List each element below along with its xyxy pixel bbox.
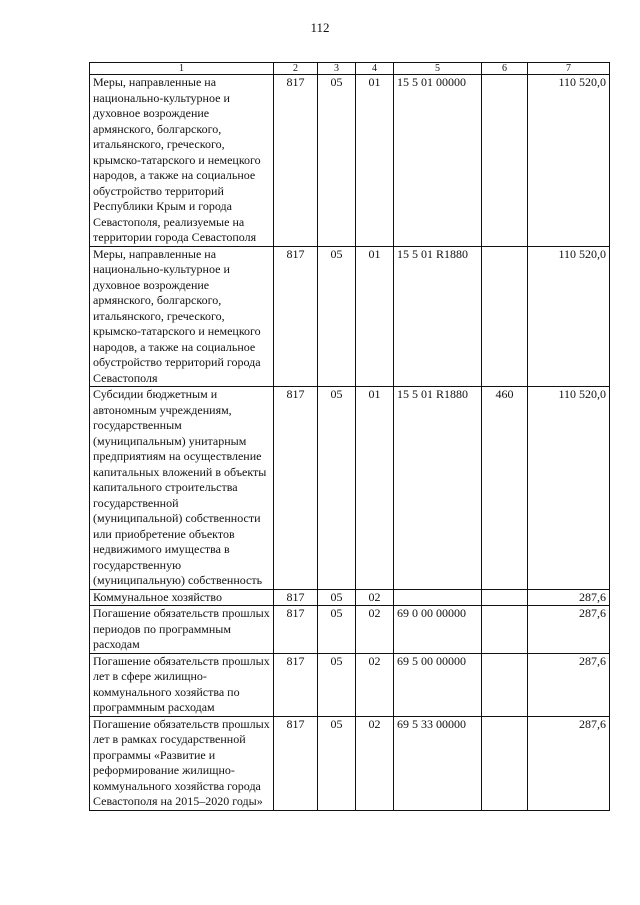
row-description: Погашение обязательств прошлых лет в сфере жилищно-коммунального хозяйства по программным расходам xyxy=(90,653,274,716)
amount: 110 520,0 xyxy=(528,387,610,590)
subsection-code: 02 xyxy=(356,716,394,810)
page-number: 112 xyxy=(310,20,330,35)
ministry-code: 817 xyxy=(274,716,318,810)
expense-type-code: 460 xyxy=(482,387,528,590)
subsection-code: 02 xyxy=(356,589,394,606)
section-code: 05 xyxy=(318,246,356,387)
target-article-code: 15 5 01 R1880 xyxy=(394,387,482,590)
amount: 287,6 xyxy=(528,589,610,606)
ministry-code: 817 xyxy=(274,387,318,590)
row-description: Погашение обязательств прошлых периодов по программным расходам xyxy=(90,606,274,654)
target-article-code: 69 5 33 00000 xyxy=(394,716,482,810)
table-row xyxy=(90,653,610,716)
row-description: Коммунальное хозяйство xyxy=(90,589,274,606)
header-col-3: 3 xyxy=(318,63,356,75)
budget-table xyxy=(89,62,610,811)
section-code: 05 xyxy=(318,387,356,590)
header-col-1: 1 xyxy=(90,63,274,75)
row-description: Меры, направленные на национально-культурное и духовное возрождение армянского, болгарского, итальянского, греческого, крымско-татарского и немецкого народов, а также на социальное обустройство территорий Республики Крым и города Севастополя, реализуемые на территории города Севастополя xyxy=(90,75,274,247)
amount: 287,6 xyxy=(528,606,610,654)
target-article-code xyxy=(394,589,482,606)
expense-type-code xyxy=(482,606,528,654)
amount: 110 520,0 xyxy=(528,246,610,387)
ministry-code: 817 xyxy=(274,75,318,247)
target-article-code: 15 5 01 00000 xyxy=(394,75,482,247)
subsection-code: 02 xyxy=(356,606,394,654)
section-code: 05 xyxy=(318,589,356,606)
table-row xyxy=(90,716,610,810)
subsection-code: 01 xyxy=(356,246,394,387)
header-col-4: 4 xyxy=(356,63,394,75)
ministry-code: 817 xyxy=(274,653,318,716)
expense-type-code xyxy=(482,246,528,387)
row-description: Субсидии бюджетным и автономным учреждениям, государственным (муниципальным) унитарным предприятиям на осуществление капитальных вложений в объекты капитального строительства государственной (муниципальной) собственности или приобретение объектов недвижимого имущества в государственную (муниципальную) собственность xyxy=(90,387,274,590)
ministry-code: 817 xyxy=(274,606,318,654)
row-description: Погашение обязательств прошлых лет в рамках государственной программы «Развитие и реформирование жилищно-коммунального хозяйства города Севастополя на 2015–2020 годы» xyxy=(90,716,274,810)
table-row xyxy=(90,589,610,606)
subsection-code: 01 xyxy=(356,75,394,247)
row-description: Меры, направленные на национально-культурное и духовное возрождение армянского, болгарского, итальянского, греческого, крымско-татарского и немецкого народов, а также на социальное обустройство территорий города Севастополя xyxy=(90,246,274,387)
subsection-code: 02 xyxy=(356,653,394,716)
table-row xyxy=(90,75,610,247)
expense-type-code xyxy=(482,75,528,247)
amount: 110 520,0 xyxy=(528,75,610,247)
target-article-code: 15 5 01 R1880 xyxy=(394,246,482,387)
expense-type-code xyxy=(482,716,528,810)
target-article-code: 69 0 00 00000 xyxy=(394,606,482,654)
section-code: 05 xyxy=(318,75,356,247)
target-article-code: 69 5 00 00000 xyxy=(394,653,482,716)
header-col-2: 2 xyxy=(274,63,318,75)
header-col-6: 6 xyxy=(482,63,528,75)
expense-type-code xyxy=(482,589,528,606)
section-code: 05 xyxy=(318,653,356,716)
amount: 287,6 xyxy=(528,653,610,716)
amount: 287,6 xyxy=(528,716,610,810)
header-col-5: 5 xyxy=(394,63,482,75)
section-code: 05 xyxy=(318,606,356,654)
section-code: 05 xyxy=(318,716,356,810)
table-row xyxy=(90,387,610,590)
header-row xyxy=(90,63,610,75)
ministry-code: 817 xyxy=(274,589,318,606)
ministry-code: 817 xyxy=(274,246,318,387)
table-row xyxy=(90,246,610,387)
header-col-7: 7 xyxy=(528,63,610,75)
expense-type-code xyxy=(482,653,528,716)
subsection-code: 01 xyxy=(356,387,394,590)
table-row xyxy=(90,606,610,654)
